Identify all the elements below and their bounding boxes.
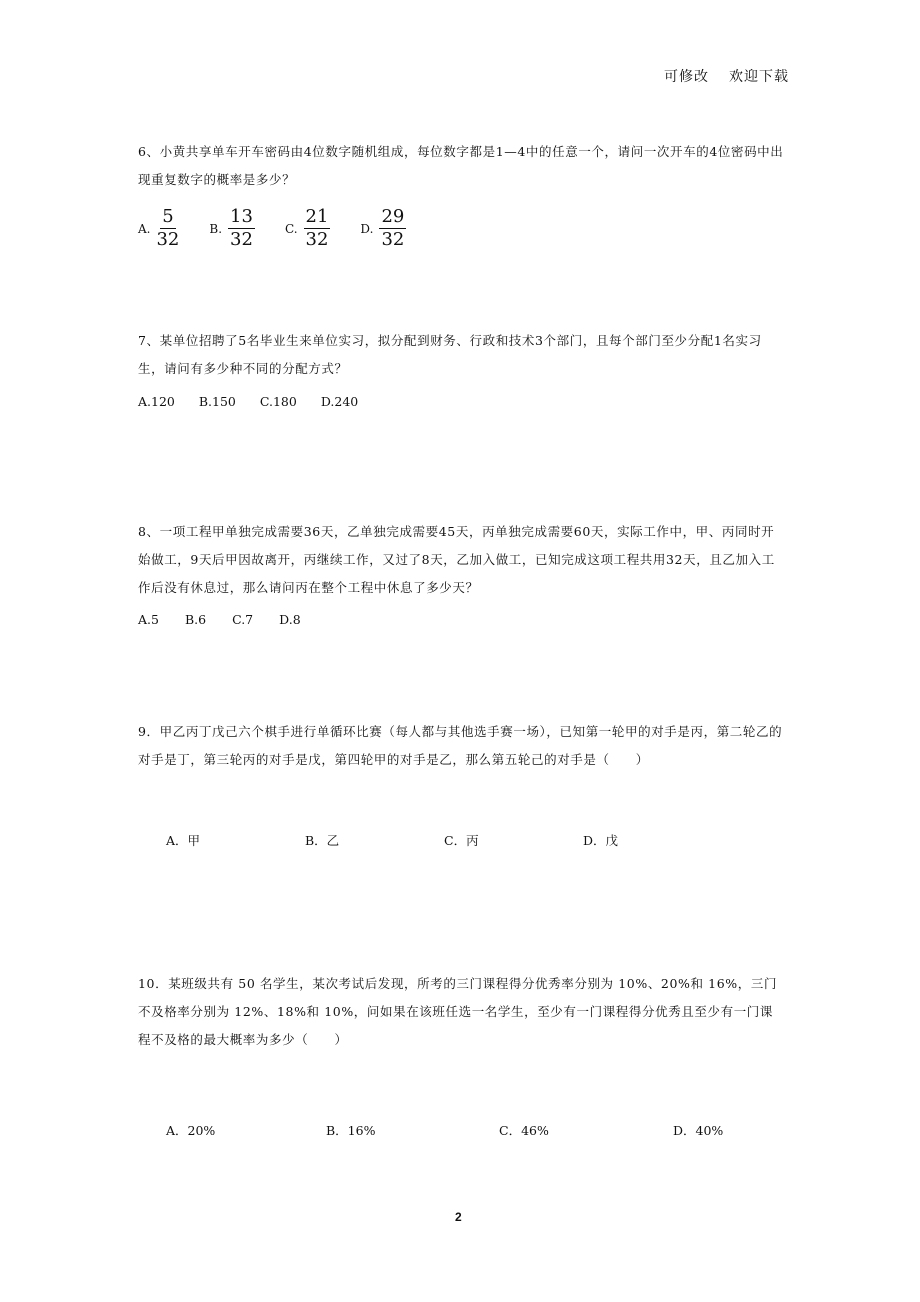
- question-10-text: 10．某班级共有 50 名学生，某次考试后发现，所考的三门课程得分优秀率分别为 10%、20%和 16%，三门不及格率分别为 12%、18%和 10%，问如果在该班任选一名学生，至少有一门课程得分优秀且至少有一门课程不及格的最大概率为多少（ ）: [138, 976, 778, 1047]
- option-a: A.120: [138, 394, 175, 409]
- question-8-text: 8、一项工程甲单独完成需要36天，乙单独完成需要45天，丙单独完成需要60天，实际工作中，甲、丙同时开始做工，9天后甲因故离开，丙继续工作，又过了8天，乙加入做工，已知完成这项工程共用32天，且乙加入工作后没有休息过，那么请问丙在整个工程中休息了多少天？: [138, 524, 775, 595]
- question-9-option-b: B．乙: [305, 833, 340, 848]
- option-b: B.150: [198, 394, 236, 409]
- question-7-text: 7、某单位招聘了5名毕业生来单位实习，拟分配到财务、行政和技术3个部门，且每个部门至少分配1名实习生，请问有多少种不同的分配方式？: [138, 333, 762, 376]
- question-6-options: [138, 206, 424, 251]
- question-6-text: 6、小黄共享单车开车密码由4位数字随机组成，每位数字都是1—4中的任意一个，请问一次开车的4位密码中出现重复数字的概率是多少？: [138, 144, 784, 187]
- header-editable-label: 可修改: [664, 69, 709, 85]
- option-a: A.5: [138, 612, 159, 627]
- fraction: $\frac{13}{32}$: [230, 206, 253, 250]
- fraction: $\frac{29}{32}$: [381, 206, 405, 250]
- page-number: 2: [455, 1210, 462, 1224]
- option-b: B.6: [184, 612, 207, 627]
- question-9-option-a: A．甲: [166, 833, 201, 848]
- page-header: [664, 66, 789, 86]
- question-10-option-d: D．40%: [673, 1123, 724, 1138]
- question-9-option-d: D．戊: [583, 833, 619, 848]
- option-c: C.7: [232, 612, 254, 627]
- header-download-label: 欢迎下载: [729, 69, 789, 85]
- question-9-option-c: C．丙: [444, 833, 479, 848]
- fraction: $\frac{21}{32}$: [305, 206, 329, 250]
- option-d: D.8: [279, 612, 301, 627]
- option-d: D.240: [320, 394, 359, 409]
- option-c: C.180: [259, 394, 297, 409]
- question-10-option-c: C．46%: [499, 1123, 549, 1138]
- option-b: B. $\frac{13}{32}$: [209, 206, 253, 250]
- question-8-options: [138, 612, 301, 627]
- option-a: A. $\frac{5}{32}$: [138, 206, 180, 250]
- option-c: C. $\frac{21}{32}$: [284, 206, 329, 250]
- fraction: $\frac{5}{32}$: [156, 206, 180, 250]
- question-7-options: [138, 394, 358, 409]
- option-d: D. $\frac{29}{32}$: [360, 206, 405, 250]
- question-9-text: 9．甲乙丙丁戊己六个棋手进行单循环比赛（每人都与其他选手赛一场），已知第一轮甲的对手是丙，第二轮乙的对手是丁，第三轮丙的对手是戊，第四轮甲的对手是乙，那么第五轮己的对手是（ ）: [138, 724, 783, 767]
- question-10-option-b: B．16%: [326, 1123, 376, 1138]
- question-10-option-a: A．20%: [166, 1123, 216, 1138]
